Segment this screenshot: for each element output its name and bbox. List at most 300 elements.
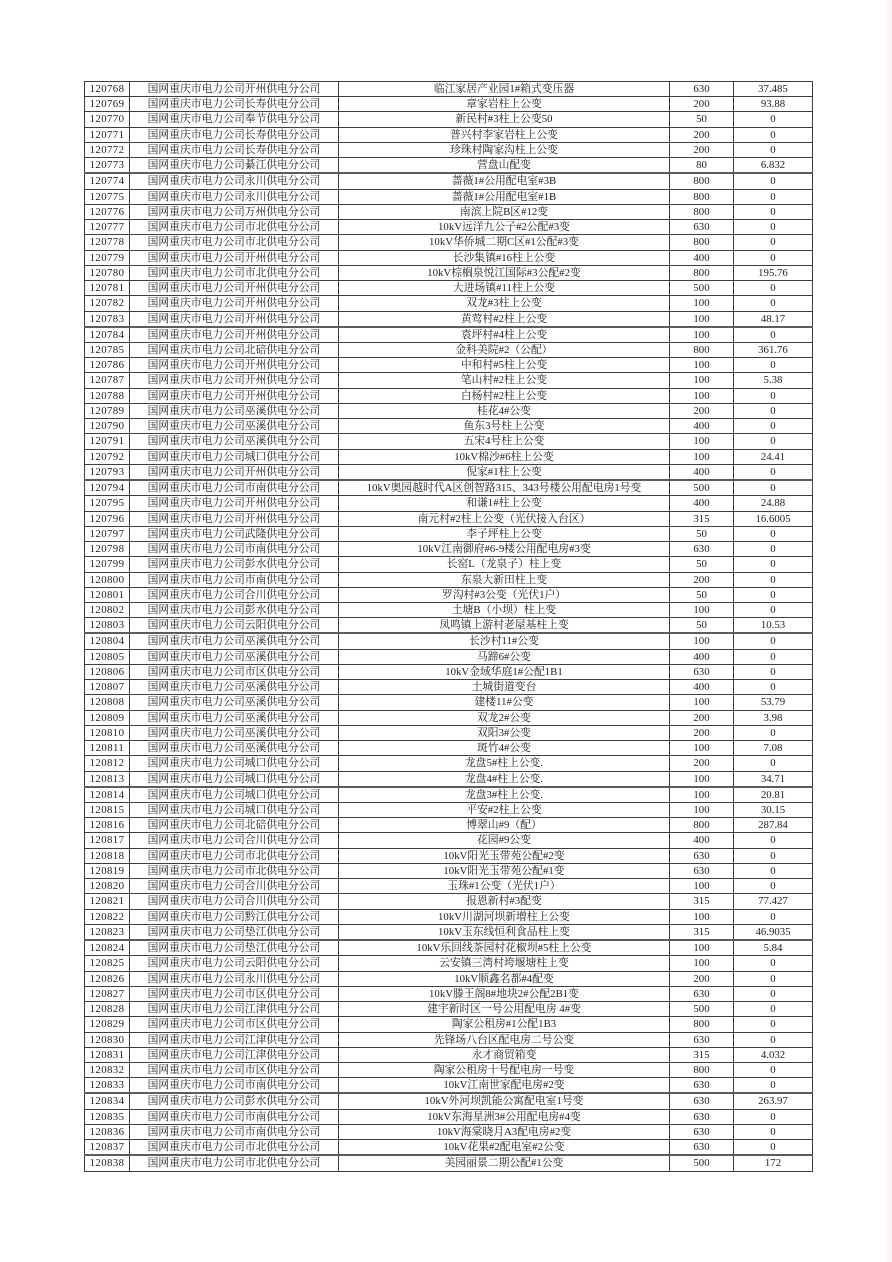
- table-row: [85, 1047, 813, 1062]
- cell-company: 国网重庆市电力公司江津供电分公司: [130, 1032, 339, 1047]
- cell-company: 国网重庆市电力公司彭水供电分公司: [130, 602, 339, 617]
- cell-capacity: 630: [670, 82, 734, 97]
- cell-company: 国网重庆市电力公司垫江供电分公司: [130, 924, 339, 940]
- cell-capacity: 200: [670, 142, 734, 157]
- table-row: [85, 971, 813, 986]
- cell-company: 国网重庆市电力公司巫溪供电分公司: [130, 419, 339, 434]
- cell-name: 先锋场八台区配电房二号公变: [339, 1032, 670, 1047]
- table-row: [85, 542, 813, 557]
- cell-capacity: 315: [670, 1047, 734, 1062]
- cell-value: 0: [734, 572, 813, 587]
- cell-id: 120789: [85, 403, 130, 418]
- cell-name: 罗沟村#3公变（光伏1户）: [339, 587, 670, 602]
- cell-value: 0: [734, 1109, 813, 1124]
- cell-capacity: 100: [670, 741, 734, 756]
- cell-id: 120787: [85, 373, 130, 388]
- cell-capacity: 800: [670, 1017, 734, 1032]
- table-row: [85, 741, 813, 756]
- cell-capacity: 400: [670, 649, 734, 664]
- cell-capacity: 100: [670, 771, 734, 787]
- cell-name: 10kV花果#2配电室#2公变: [339, 1140, 670, 1156]
- cell-company: 国网重庆市电力公司江津供电分公司: [130, 1047, 339, 1062]
- table-row: [85, 1124, 813, 1139]
- cell-company: 国网重庆市电力公司北碚供电分公司: [130, 818, 339, 833]
- table-row: [85, 633, 813, 649]
- cell-value: 0: [734, 1002, 813, 1017]
- cell-company: 国网重庆市电力公司奉节供电分公司: [130, 112, 339, 127]
- cell-id: 120783: [85, 311, 130, 327]
- cell-capacity: 800: [670, 818, 734, 833]
- cell-name: 美园丽景二期公配#1公变: [339, 1155, 670, 1171]
- cell-value: 0: [734, 281, 813, 296]
- table-row: [85, 848, 813, 863]
- cell-name: 10kV顺鑫名都#4配变: [339, 971, 670, 986]
- cell-id: 120798: [85, 542, 130, 557]
- cell-company: 国网重庆市电力公司市南供电分公司: [130, 542, 339, 557]
- table-row: [85, 281, 813, 296]
- cell-id: 120828: [85, 1002, 130, 1017]
- cell-name: 10kV外河坝凯能公寓配电室1号变: [339, 1093, 670, 1109]
- cell-value: 37.485: [734, 82, 813, 97]
- cell-name: 10kV乐回线茶园村花椒坝#5柱上公变: [339, 940, 670, 956]
- cell-name: 金科美院#2（公配）: [339, 342, 670, 357]
- cell-id: 120797: [85, 526, 130, 541]
- cell-name: 10kV玉东线恒利食品柱上变: [339, 924, 670, 940]
- cell-company: 国网重庆市电力公司永川供电分公司: [130, 173, 339, 189]
- cell-company: 国网重庆市电力公司巫溪供电分公司: [130, 403, 339, 418]
- cell-capacity: 100: [670, 940, 734, 956]
- cell-capacity: 80: [670, 158, 734, 174]
- cell-name: 土塘B（小坝）柱上变: [339, 602, 670, 617]
- cell-id: 120827: [85, 986, 130, 1001]
- cell-name: 平安#2柱上公变: [339, 803, 670, 818]
- cell-company: 国网重庆市电力公司市区供电分公司: [130, 664, 339, 679]
- cell-value: 0: [734, 250, 813, 265]
- cell-name: 和谦1#柱上公变: [339, 496, 670, 511]
- cell-id: 120771: [85, 127, 130, 142]
- cell-value: 0: [734, 220, 813, 235]
- cell-capacity: 100: [670, 879, 734, 894]
- cell-id: 120791: [85, 434, 130, 449]
- table-row: [85, 695, 813, 710]
- cell-value: 77.427: [734, 894, 813, 909]
- table-row: [85, 403, 813, 418]
- cell-company: 国网重庆市电力公司城口供电分公司: [130, 449, 339, 464]
- cell-company: 国网重庆市电力公司巫溪供电分公司: [130, 695, 339, 710]
- cell-capacity: 315: [670, 924, 734, 940]
- cell-value: 0: [734, 204, 813, 219]
- cell-name: 10kV奥园越时代A区创智路315、343号楼公用配电房1号变: [339, 480, 670, 496]
- cell-value: 34.71: [734, 771, 813, 787]
- cell-name: 建楼11#公变: [339, 695, 670, 710]
- cell-id: 120829: [85, 1017, 130, 1032]
- cell-company: 国网重庆市电力公司开州供电分公司: [130, 511, 339, 526]
- table-row: [85, 1140, 813, 1156]
- cell-id: 120835: [85, 1109, 130, 1124]
- cell-name: 大进场镇#11柱上公变: [339, 281, 670, 296]
- cell-id: 120790: [85, 419, 130, 434]
- table-row: [85, 787, 813, 803]
- cell-name: 10kV金域华庭1#公配1B1: [339, 664, 670, 679]
- cell-value: 24.41: [734, 449, 813, 464]
- cell-id: 120825: [85, 956, 130, 971]
- table-row: [85, 127, 813, 142]
- table-row: [85, 250, 813, 265]
- table-row: [85, 373, 813, 388]
- cell-name: 永才商贸箱变: [339, 1047, 670, 1062]
- cell-capacity: 630: [670, 986, 734, 1001]
- cell-value: 10.53: [734, 618, 813, 634]
- cell-company: 国网重庆市电力公司彭水供电分公司: [130, 1093, 339, 1109]
- cell-name: 10kV棕榈泉悦江国际#3公配#2变: [339, 265, 670, 280]
- cell-company: 国网重庆市电力公司市南供电分公司: [130, 1078, 339, 1094]
- cell-company: 国网重庆市电力公司市北供电分公司: [130, 1140, 339, 1156]
- cell-value: 0: [734, 649, 813, 664]
- cell-capacity: 400: [670, 680, 734, 695]
- cell-capacity: 500: [670, 281, 734, 296]
- cell-value: 0: [734, 189, 813, 204]
- table-row: [85, 142, 813, 157]
- cell-id: 120826: [85, 971, 130, 986]
- cell-id: 120769: [85, 97, 130, 112]
- cell-company: 国网重庆市电力公司市南供电分公司: [130, 572, 339, 587]
- cell-capacity: 400: [670, 250, 734, 265]
- cell-name: 陶家公租房十号配电房一号变: [339, 1063, 670, 1078]
- cell-value: 0: [734, 587, 813, 602]
- cell-capacity: 100: [670, 373, 734, 388]
- cell-value: 0: [734, 296, 813, 311]
- cell-capacity: 630: [670, 863, 734, 878]
- cell-name: 建宇新时区一号公用配电房 4#变: [339, 1002, 670, 1017]
- table-row: [85, 818, 813, 833]
- cell-name: 南元村#2柱上公变（光伏接入台区）: [339, 511, 670, 526]
- cell-company: 国网重庆市电力公司武隆供电分公司: [130, 526, 339, 541]
- table-row: [85, 1155, 813, 1171]
- table-row: [85, 771, 813, 787]
- cell-company: 国网重庆市电力公司合川供电分公司: [130, 587, 339, 602]
- table-body: [85, 82, 813, 1172]
- cell-value: 0: [734, 480, 813, 496]
- cell-id: 120784: [85, 327, 130, 343]
- cell-name: 10kV海棠晓月A3配电房#2变: [339, 1124, 670, 1139]
- table-row: [85, 1017, 813, 1032]
- cell-capacity: 100: [670, 388, 734, 403]
- cell-name: 土城街道变台: [339, 680, 670, 695]
- cell-id: 120792: [85, 449, 130, 464]
- cell-value: 263.97: [734, 1093, 813, 1109]
- cell-company: 国网重庆市电力公司市区供电分公司: [130, 986, 339, 1001]
- cell-name: 长沙集镇#16柱上公变: [339, 250, 670, 265]
- cell-capacity: 315: [670, 894, 734, 909]
- table-row: [85, 419, 813, 434]
- cell-id: 120768: [85, 82, 130, 97]
- table-row: [85, 496, 813, 511]
- table-row: [85, 342, 813, 357]
- cell-company: 国网重庆市电力公司开州供电分公司: [130, 388, 339, 403]
- cell-company: 国网重庆市电力公司城口供电分公司: [130, 756, 339, 771]
- scan-edge-artifact: [884, 0, 892, 1262]
- cell-company: 国网重庆市电力公司巫溪供电分公司: [130, 649, 339, 664]
- cell-capacity: 200: [670, 403, 734, 418]
- cell-company: 国网重庆市电力公司云阳供电分公司: [130, 618, 339, 634]
- cell-name: 东泉大新田柱上变: [339, 572, 670, 587]
- cell-capacity: 400: [670, 419, 734, 434]
- cell-company: 国网重庆市电力公司合川供电分公司: [130, 833, 339, 848]
- cell-id: 120805: [85, 649, 130, 664]
- table-row: [85, 358, 813, 373]
- cell-name: 临江家居产业园1#箱式变压器: [339, 82, 670, 97]
- cell-id: 120811: [85, 741, 130, 756]
- cell-name: 双阳3#公变: [339, 725, 670, 740]
- cell-company: 国网重庆市电力公司北碚供电分公司: [130, 342, 339, 357]
- cell-capacity: 630: [670, 1109, 734, 1124]
- table-row: [85, 725, 813, 740]
- table-row: [85, 388, 813, 403]
- cell-capacity: 200: [670, 572, 734, 587]
- cell-value: 48.17: [734, 311, 813, 327]
- cell-name: 鱼东3号柱上公变: [339, 419, 670, 434]
- cell-name: 营盘山配变: [339, 158, 670, 174]
- cell-id: 120830: [85, 1032, 130, 1047]
- cell-value: 195.76: [734, 265, 813, 280]
- cell-capacity: 800: [670, 173, 734, 189]
- cell-id: 120824: [85, 940, 130, 956]
- cell-capacity: 800: [670, 235, 734, 250]
- cell-capacity: 200: [670, 725, 734, 740]
- cell-company: 国网重庆市电力公司市南供电分公司: [130, 1124, 339, 1139]
- cell-id: 120774: [85, 173, 130, 189]
- cell-id: 120793: [85, 464, 130, 480]
- table-row: [85, 1109, 813, 1124]
- cell-company: 国网重庆市电力公司巫溪供电分公司: [130, 741, 339, 756]
- cell-id: 120781: [85, 281, 130, 296]
- table-row: [85, 649, 813, 664]
- cell-value: 0: [734, 388, 813, 403]
- table-row: [85, 449, 813, 464]
- table-row: [85, 97, 813, 112]
- cell-id: 120812: [85, 756, 130, 771]
- cell-value: 0: [734, 756, 813, 771]
- cell-value: 3.98: [734, 710, 813, 725]
- cell-id: 120838: [85, 1155, 130, 1171]
- cell-value: 16.6005: [734, 511, 813, 526]
- cell-name: 蔷薇1#公用配电室#1B: [339, 189, 670, 204]
- cell-id: 120821: [85, 894, 130, 909]
- cell-name: 10kV江南御府#6-9楼公用配电房#3变: [339, 542, 670, 557]
- cell-capacity: 630: [670, 1078, 734, 1094]
- cell-company: 国网重庆市电力公司开州供电分公司: [130, 311, 339, 327]
- cell-value: 20.81: [734, 787, 813, 803]
- cell-capacity: 630: [670, 1032, 734, 1047]
- cell-id: 120814: [85, 787, 130, 803]
- cell-name: 报恩新村#3配变: [339, 894, 670, 909]
- cell-company: 国网重庆市电力公司市北供电分公司: [130, 265, 339, 280]
- cell-name: 长窑L（龙泉子）柱上变: [339, 557, 670, 572]
- cell-capacity: 200: [670, 127, 734, 142]
- cell-capacity: 100: [670, 311, 734, 327]
- cell-id: 120834: [85, 1093, 130, 1109]
- cell-company: 国网重庆市电力公司市南供电分公司: [130, 1109, 339, 1124]
- table-row: [85, 863, 813, 878]
- cell-value: 0: [734, 664, 813, 679]
- cell-id: 120816: [85, 818, 130, 833]
- table-row: [85, 557, 813, 572]
- table-row: [85, 756, 813, 771]
- cell-id: 120810: [85, 725, 130, 740]
- cell-capacity: 100: [670, 956, 734, 971]
- cell-value: 0: [734, 542, 813, 557]
- cell-company: 国网重庆市电力公司开州供电分公司: [130, 296, 339, 311]
- cell-id: 120785: [85, 342, 130, 357]
- cell-capacity: 500: [670, 1002, 734, 1017]
- table-row: [85, 434, 813, 449]
- cell-value: 0: [734, 1078, 813, 1094]
- cell-value: 0: [734, 1017, 813, 1032]
- transformer-data-table: [84, 81, 813, 1172]
- cell-company: 国网重庆市电力公司开州供电分公司: [130, 358, 339, 373]
- cell-name: 斑竹4#公变: [339, 741, 670, 756]
- cell-capacity: 800: [670, 189, 734, 204]
- cell-capacity: 50: [670, 618, 734, 634]
- cell-company: 国网重庆市电力公司市北供电分公司: [130, 220, 339, 235]
- cell-name: 玉珠#1公变（光伏1户）: [339, 879, 670, 894]
- cell-name: 双龙#3柱上公变: [339, 296, 670, 311]
- cell-value: 24.88: [734, 496, 813, 511]
- table-row: [85, 833, 813, 848]
- cell-name: 10kV棉沙#6柱上公变: [339, 449, 670, 464]
- cell-company: 国网重庆市电力公司城口供电分公司: [130, 771, 339, 787]
- table-row: [85, 1002, 813, 1017]
- cell-company: 国网重庆市电力公司市北供电分公司: [130, 235, 339, 250]
- cell-company: 国网重庆市电力公司开州供电分公司: [130, 327, 339, 343]
- cell-name: 李子坪柱上公变: [339, 526, 670, 541]
- cell-id: 120803: [85, 618, 130, 634]
- cell-value: 0: [734, 602, 813, 617]
- cell-name: 花园#9公变: [339, 833, 670, 848]
- cell-value: 0: [734, 127, 813, 142]
- cell-capacity: 100: [670, 695, 734, 710]
- cell-capacity: 50: [670, 112, 734, 127]
- table-row: [85, 82, 813, 97]
- table-row: [85, 235, 813, 250]
- cell-company: 国网重庆市电力公司合川供电分公司: [130, 879, 339, 894]
- cell-value: 30.15: [734, 803, 813, 818]
- table-row: [85, 1078, 813, 1094]
- cell-company: 国网重庆市电力公司市区供电分公司: [130, 1063, 339, 1078]
- cell-id: 120799: [85, 557, 130, 572]
- cell-capacity: 100: [670, 358, 734, 373]
- cell-company: 国网重庆市电力公司万州供电分公司: [130, 204, 339, 219]
- cell-value: 53.79: [734, 695, 813, 710]
- table-row: [85, 1032, 813, 1047]
- cell-value: 0: [734, 327, 813, 343]
- cell-name: 笔山村#2柱上公变: [339, 373, 670, 388]
- cell-id: 120817: [85, 833, 130, 848]
- cell-capacity: 100: [670, 633, 734, 649]
- cell-capacity: 100: [670, 602, 734, 617]
- table-row: [85, 327, 813, 343]
- cell-name: 桂花4#公变: [339, 403, 670, 418]
- cell-id: 120796: [85, 511, 130, 526]
- cell-company: 国网重庆市电力公司长寿供电分公司: [130, 97, 339, 112]
- cell-id: 120772: [85, 142, 130, 157]
- cell-company: 国网重庆市电力公司开州供电分公司: [130, 281, 339, 296]
- cell-value: 4.032: [734, 1047, 813, 1062]
- table-row: [85, 158, 813, 174]
- cell-company: 国网重庆市电力公司垫江供电分公司: [130, 940, 339, 956]
- table-row: [85, 894, 813, 909]
- cell-value: 0: [734, 557, 813, 572]
- cell-value: 0: [734, 863, 813, 878]
- cell-capacity: 100: [670, 787, 734, 803]
- cell-id: 120818: [85, 848, 130, 863]
- cell-value: 361.76: [734, 342, 813, 357]
- cell-name: 10kV华侨城二期C区#1公配#3变: [339, 235, 670, 250]
- cell-name: 新民村#3柱上公变50: [339, 112, 670, 127]
- cell-id: 120773: [85, 158, 130, 174]
- cell-value: 0: [734, 1124, 813, 1139]
- cell-value: 0: [734, 434, 813, 449]
- cell-capacity: 630: [670, 1093, 734, 1109]
- cell-company: 国网重庆市电力公司市北供电分公司: [130, 848, 339, 863]
- table-row: [85, 1063, 813, 1078]
- cell-name: 10kV远洋九公子#2公配#3变: [339, 220, 670, 235]
- cell-company: 国网重庆市电力公司长寿供电分公司: [130, 142, 339, 157]
- cell-value: 0: [734, 358, 813, 373]
- table-row: [85, 602, 813, 617]
- table-row: [85, 112, 813, 127]
- cell-id: 120802: [85, 602, 130, 617]
- cell-id: 120806: [85, 664, 130, 679]
- cell-name: 白杨村#2柱上公变: [339, 388, 670, 403]
- cell-company: 国网重庆市电力公司黔江供电分公司: [130, 909, 339, 924]
- cell-id: 120831: [85, 1047, 130, 1062]
- cell-name: 黄莺村#2柱上公变: [339, 311, 670, 327]
- cell-company: 国网重庆市电力公司江津供电分公司: [130, 1002, 339, 1017]
- cell-name: 龙盘4#柱上公变.: [339, 771, 670, 787]
- cell-company: 国网重庆市电力公司彭水供电分公司: [130, 557, 339, 572]
- table-row: [85, 173, 813, 189]
- cell-capacity: 100: [670, 296, 734, 311]
- cell-id: 120836: [85, 1124, 130, 1139]
- cell-company: 国网重庆市电力公司合川供电分公司: [130, 894, 339, 909]
- cell-id: 120801: [85, 587, 130, 602]
- cell-company: 国网重庆市电力公司市区供电分公司: [130, 1017, 339, 1032]
- cell-id: 120832: [85, 1063, 130, 1078]
- cell-company: 国网重庆市电力公司巫溪供电分公司: [130, 725, 339, 740]
- cell-capacity: 800: [670, 342, 734, 357]
- cell-capacity: 50: [670, 557, 734, 572]
- cell-capacity: 200: [670, 756, 734, 771]
- cell-value: 0: [734, 848, 813, 863]
- cell-name: 10kV川湖河坝新增柱上公变: [339, 909, 670, 924]
- cell-value: 0: [734, 833, 813, 848]
- cell-value: 0: [734, 956, 813, 971]
- table-row: [85, 618, 813, 634]
- cell-capacity: 630: [670, 1124, 734, 1139]
- cell-name: 中和村#5柱上公变: [339, 358, 670, 373]
- cell-id: 120800: [85, 572, 130, 587]
- cell-name: 10kV滕王阁8#地块2#公配2B1变: [339, 986, 670, 1001]
- cell-value: 0: [734, 971, 813, 986]
- cell-capacity: 200: [670, 971, 734, 986]
- cell-name: 五宋4号柱上公变: [339, 434, 670, 449]
- cell-value: 0: [734, 419, 813, 434]
- cell-company: 国网重庆市电力公司市南供电分公司: [130, 480, 339, 496]
- cell-id: 120804: [85, 633, 130, 649]
- cell-company: 国网重庆市电力公司市北供电分公司: [130, 1155, 339, 1171]
- cell-capacity: 200: [670, 97, 734, 112]
